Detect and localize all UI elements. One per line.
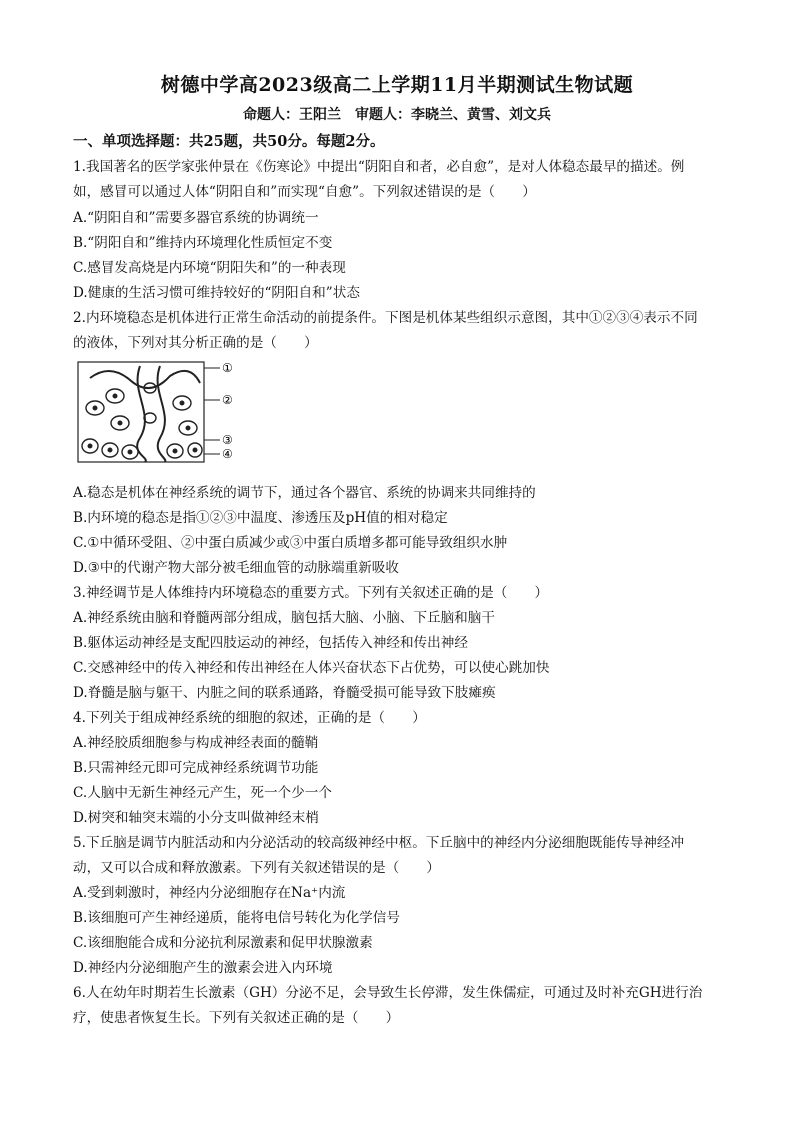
- q4-option-d: D.树突和轴突末端的小分支叫做神经末梢: [73, 810, 319, 826]
- q2-option-c: C.①中循环受阻、②中蛋白质减少或③中蛋白质增多都可能导致组织水肿: [73, 535, 508, 551]
- q5-option-c: C.该细胞能合成和分泌抗利尿激素和促甲状腺激素: [73, 935, 373, 951]
- q3-option-a: A.神经系统由脑和脊髓两部分组成，脑包括大脑、小脑、下丘脑和脑干: [73, 610, 495, 626]
- q5-stem-line2: 动，又可以合成和释放激素。下列有关叙述错误的是（ ）: [73, 860, 441, 876]
- page-title: 树德中学高2023级高二上学期11月半期测试生物试题: [160, 74, 634, 96]
- figure-label-2: ②: [222, 393, 233, 407]
- section-heading: 一、单项选择题：共25题，共50分。每题2分。: [73, 133, 385, 150]
- q6-stem-line1: 6.人在幼年时期若生长激素（GH）分泌不足，会导致生长停滞，发生侏儒症，可通过及时补充GH进行治: [73, 985, 703, 1001]
- q3-option-d: D.脊髓是脑与躯干、内脏之间的联系通路，脊髓受损可能导致下肢瘫痪: [73, 685, 496, 701]
- q2-option-b: B.内环境的稳态是指①②③中温度、渗透压及pH值的相对稳定: [73, 510, 448, 526]
- q2-stem-line1: 2.内环境稳态是机体进行正常生命活动的前提条件。下图是机体某些组织示意图，其中①②③④表示不同: [73, 310, 698, 326]
- q4-option-b: B.只需神经元即可完成神经系统调节功能: [73, 760, 319, 776]
- figure-label-1: ①: [222, 361, 233, 375]
- authors-line: 命题人：王阳兰 审题人：李晓兰、黄雪、刘文兵: [243, 107, 551, 123]
- q1-option-a: A.“阴阳自和”需要多器官系统的协调统一: [73, 210, 319, 226]
- q4-stem: 4.下列关于组成神经系统的细胞的叙述，正确的是（ ）: [73, 710, 426, 726]
- q2-option-a: A.稳态是机体在神经系统的调节下，通过各个器官、系统的协调来共同维持的: [73, 485, 536, 501]
- q5-option-b: B.该细胞可产生神经递质，能将电信号转化为化学信号: [73, 910, 400, 926]
- q1-option-d: D.健康的生活习惯可维持较好的“阴阳自和”状态: [73, 285, 360, 301]
- q1-option-c: C.感冒发高烧是内环境“阴阳失和”的一种表现: [73, 260, 346, 276]
- q5-option-d: D.神经内分泌细胞产生的激素会进入内环境: [73, 960, 333, 976]
- q4-option-a: A.神经胶质细胞参与构成神经表面的髓鞘: [73, 735, 319, 751]
- q4-option-c: C.人脑中无新生神经元产生，死一个少一个: [73, 785, 332, 801]
- q3-option-c: C.交感神经中的传入神经和传出神经在人体兴奋状态下占优势，可以使心跳加快: [73, 660, 550, 676]
- q1-option-b: B.“阴阳自和”维持内环境理化性质恒定不变: [73, 235, 333, 251]
- q2-stem-line2: 的液体，下列对其分析正确的是（ ）: [73, 335, 318, 351]
- tissue-diagram: [70, 358, 240, 468]
- figure-label-3: ③: [222, 433, 233, 447]
- q1-stem-line1: 1.我国著名的医学家张仲景在《伤寒论》中提出“阴阳自和者，必自愈”，是对人体稳态最早的描述。例: [73, 159, 685, 175]
- q6-stem-line2: 疗，使患者恢复生长。下列有关叙述正确的是（ ）: [73, 1010, 400, 1026]
- q5-option-a: A.受到刺激时，神经内分泌细胞存在Na⁺内流: [73, 885, 346, 901]
- q5-stem-line1: 5.下丘脑是调节内脏活动和内分泌活动的较高级神经中枢。下丘脑中的神经内分泌细胞既能传导神经冲: [73, 835, 685, 851]
- q2-option-d: D.③中的代谢产物大部分被毛细血管的动脉端重新吸收: [73, 560, 399, 576]
- q3-stem: 3.神经调节是人体维持内环境稳态的重要方式。下列有关叙述正确的是（ ）: [73, 585, 549, 601]
- figure-label-4: ④: [222, 447, 233, 461]
- q3-option-b: B.躯体运动神经是支配四肢运动的神经，包括传入神经和传出神经: [73, 635, 468, 651]
- q1-stem-line2: 如，感冒可以通过人体“阴阳自和”而实现“自愈”。下列叙述错误的是（ ）: [73, 184, 536, 200]
